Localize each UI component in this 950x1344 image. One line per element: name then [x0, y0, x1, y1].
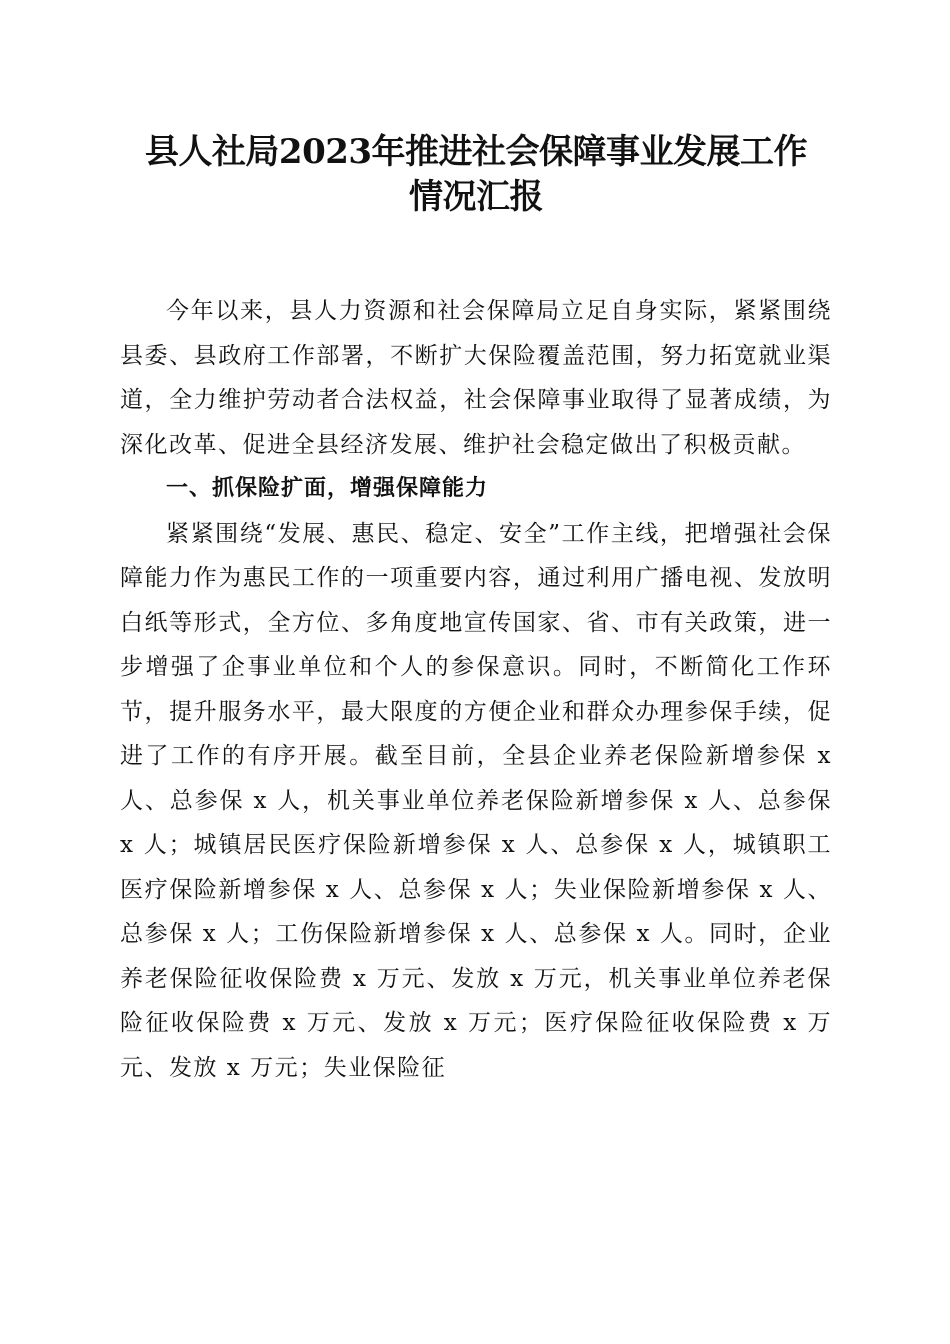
title-line-1: 县人社局2023年推进社会保障事业发展工作 — [144, 132, 808, 172]
document-page — [120, 130, 832, 1090]
intro-paragraph: 今年以来，县人力资源和社会保障局立足自身实际，紧紧围绕县委、县政府工作部署，不断扩大保险覆盖范围，努力拓宽就业渠道，全力维护劳动者合法权益，社会保障事业取得了显著成绩，为深化改革、促进全县经济发展、维护社会稳定做出了积极贡献。 — [120, 298, 832, 458]
section-1-paragraph: 紧紧围绕“发展、惠民、稳定、安全”工作主线，把增强社会保障能力作为惠民工作的一项重要内容，通过利用广播电视、发放明白纸等形式，全方位、多角度地宣传国家、省、市有关政策，进一步增强了企事业单位和个人的参保意识。同时，不断简化工作环节，提升服务水平，最大限度的方便企业和群众办理参保手续，促进了工作的有序开展。截至目前，全县企业养老保险新增参保 x 人、总参保 x 人，机关事业单位养老保险新增参保 x 人、总参保 x 人；城镇居民医疗保险新增参保 x 人、总参保 x 人，城镇职工医疗保险新增参保 x 人、总参保 x 人；失业保险新增参保 x 人、总参保 x 人；工伤保险新增参保 x 人、总参保 x 人。同时，企业养老保险征收保险费 x 万元、发放 x 万元，机关事业单位养老保险征收保险费 x 万元、发放 x 万元；医疗保险征收保险费 x 万元、发放 x 万元；失业保险征 — [120, 520, 832, 1081]
title-line-2: 情况汇报 — [409, 177, 543, 217]
section-1-heading: 一、抓保险扩面，增强保障能力 — [166, 476, 489, 501]
document-title — [120, 130, 832, 220]
document-body — [120, 289, 832, 1090]
